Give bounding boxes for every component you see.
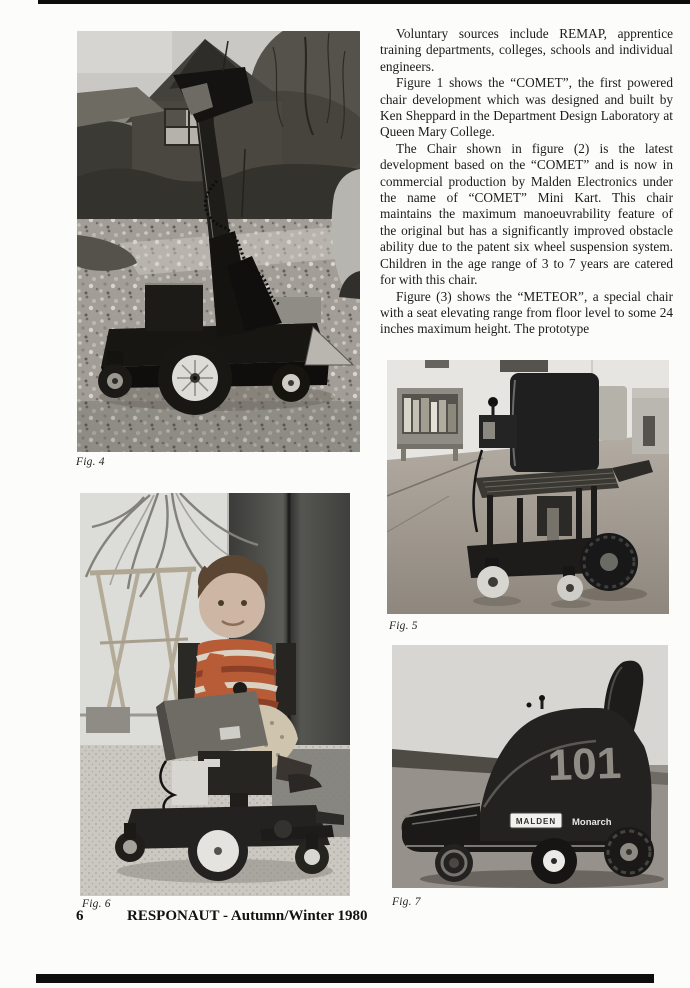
article-paragraph: Figure 1 shows the “COMET”, the first powered chair development which was designed and built by Ken Sheppard in the Department Design Laboratory at Queen Mary College. — [380, 75, 673, 140]
figure-7-caption: Fig. 7 — [392, 896, 421, 908]
page-number: 6 — [76, 908, 84, 924]
monarch-label: Monarch — [572, 817, 612, 828]
figure-6-photo — [80, 493, 350, 896]
figure-7-photo — [392, 645, 668, 888]
article-paragraph: Figure (3) shows the “METEOR”, a special chair with a seat elevating range from floor level to some 24 inches maximum height. The prototype — [380, 288, 673, 337]
journal-footer-title: RESPONAUT - Autumn/Winter 1980 — [127, 908, 368, 924]
article-paragraph: The Chair shown in figure (2) is the latest development based on the “COMET” and is now in commercial production by Malden Electronics under the name of “COMET” Mini Kart. This chair maintains the maximum manoeuvrability feature of the original but has a significantly improved obstacle ability due to the patent six wheel suspension system. Children in the age range of 3 to 7 years are catered for with this chair. — [380, 140, 673, 288]
article-text-column — [380, 26, 673, 338]
figure-4-photo — [77, 31, 360, 452]
malden-badge-text: MALDEN — [515, 817, 557, 826]
top-scan-edge-bar — [38, 0, 690, 4]
figure-4-caption: Fig. 4 — [76, 456, 105, 468]
bottom-scan-edge-bar — [36, 974, 654, 983]
figure-5-caption: Fig. 5 — [389, 620, 418, 632]
article-paragraph: Voluntary sources include REMAP, apprentice training departments, colleges, schools and individual engineers. — [380, 26, 673, 74]
figure-5-photo — [387, 360, 669, 614]
kart-number-text: 101 — [546, 738, 623, 791]
figure-6-caption: Fig. 6 — [82, 898, 111, 910]
